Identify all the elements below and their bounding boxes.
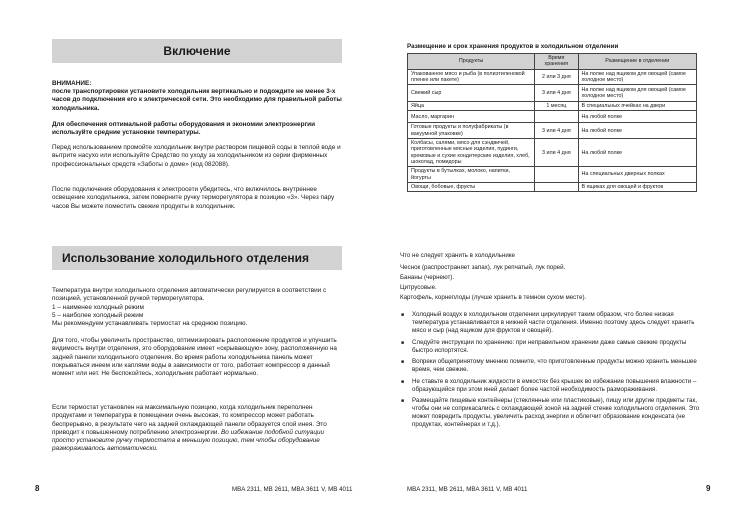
heading-fridge-use [52, 246, 342, 270]
table-row [408, 167, 697, 183]
list-item: ■ Вопреки общепринятому мнению помните, что приготовленные продукты можно хранить меньшее время, чем свежие. [400, 358, 700, 374]
table-row [408, 123, 697, 139]
table-row [408, 182, 697, 191]
warning-title: ВНИМАНИЕ: [52, 80, 92, 87]
footer-left: MBA 2311, MB 2611, MBA 3611 V, MB 4011 [232, 486, 353, 493]
warning-text-2: Для обеспечения оптимальной работы оборудования и экономии электроэнергии используйте средние установки температуры. [52, 121, 316, 137]
table-cell: 3 или 4 дня [535, 139, 578, 167]
table-cell: Продукты в бутылках, молоко, напитки, йогурты [408, 167, 535, 183]
table-cell [535, 167, 578, 183]
paragraph-space: Для того, чтобы увеличить пространство, оптимизировать расположение продуктов и улучшить видимость внутри отделения, это оборудование имеет «скрывающую» зону, расположенную на задней панели холодильного отделения. Во время работы холодильника панель может покрываться инеем или каплями воды в зависимости от того, работает компрессор в данный момент или нет. Не беспокойтесь, холодильник работает нормально. [52, 337, 337, 378]
table-row [408, 69, 697, 85]
table-row [408, 111, 697, 123]
table-header: Размещение в отделении [578, 54, 697, 70]
page-number-left: 8 [35, 484, 40, 493]
list-item: ■ Следуйте инструкции по хранению: при неправильном хранении даже самые свежие продукты быстро испортятся. [400, 339, 700, 355]
not-store-line: Чеснок (распространяет запах), лук репчатый, лук порей. [400, 264, 566, 271]
list-line-1: 1 – наименее холодный режим [52, 304, 144, 311]
paragraph-thermostat-italic: Во избежание подобной ситуации просто установите ручку термостата в меньшую позицию, тем чтобы оборудование размораживалось автоматически. [52, 428, 325, 453]
table-cell: 3 или 4 дня [535, 85, 578, 102]
table-cell [535, 182, 578, 191]
not-store-title: Что не следует хранить в холодильнике [400, 252, 515, 259]
heading-switch-on-text: Включение [163, 44, 231, 58]
paragraph-temperature: Температура внутри холодильного отделения автоматически регулируется в соответствии с позицией, установленной ручкой терморегулятора. [52, 287, 327, 303]
table-cell: Свежий сыр [408, 85, 535, 102]
not-store-line: Бананы (чернеют). [400, 274, 455, 281]
paragraph-connect: После подключения оборудования к электросети убедитесь, что включилось внутреннее освещение холодильника, затем поверните ручку терморегулятора в позицию «3». Через пару часов Вы можете поместить свежие продукты в холодильник. [52, 186, 335, 210]
paragraph-cleaning: Перед использованием промойте холодильник внутри раствором пищевой соды в теплой воде и вытрите насухо или используйте Средство по уходу за холодильником из серии фирменных профессиональных средств «Заботы о доме» (код 082088). [52, 144, 341, 168]
heading-switch-on [52, 39, 342, 63]
table-cell: Овощи, бобовые, фрукты [408, 182, 535, 191]
footer-right: MBA 2311, MB 2611, MBA 3611 V, MB 4011 [407, 486, 528, 493]
table-cell: Колбасы, салями, мясо для сэндвичей, приготовленные мясные изделия, пудинги, кремовые и сухие кондитерские изделия, хлеб, шоколад, помидоры [408, 139, 535, 167]
table-cell: На специальных дверных полках [578, 167, 697, 183]
table-cell [535, 111, 578, 123]
table-cell: На любой полке [578, 123, 697, 139]
not-store-line: Цитрусовые. [400, 284, 437, 291]
list-item: ■ Не ставьте в холодильник жидкости в емкостях без крышек во избежание повышения влажности – образующийся при этом иней делает более частой необходимость размораживания. [400, 378, 700, 394]
table-header: Время хранения [535, 54, 578, 70]
table-title: Размещение и срок хранения продуктов в холодильном отделении [407, 43, 619, 50]
table-row [408, 85, 697, 102]
table-cell: На любой полке [578, 111, 697, 123]
list-line-2: 5 – наиболее холодный режим [52, 312, 144, 319]
table-row [408, 102, 697, 111]
table-cell: На полке над ящиком для овощей (самое холодное место) [578, 69, 697, 85]
not-store-line: Картофель, корнеплоды (лучше хранить в темном сухом месте). [400, 294, 587, 301]
table-cell: 3 или 4 дня [535, 123, 578, 139]
paragraph-thermostat-text: Если термостат установлен на максимальную позицию, когда холодильник переполнен продуктами и температура в помещении очень высокая, то компрессор может работать беспрерывно, в результате чего на задней охлаждающей панели образуется слой инея. Это приводит к повышенному потреблению электроэнергии. [52, 404, 327, 436]
list-item: ■ Холодный воздух в холодильном отделении циркулирует таким образом, что более низкая температура устанавливается в нижней части отделения. Именно поэтому здесь следует хранить мясо и сыр (над ящиком для фруктов и овощей). [400, 311, 700, 335]
table-cell: 2 или 3 дня [535, 69, 578, 85]
table-cell: 1 месяц [535, 102, 578, 111]
table-cell: Упакованное мясо и рыба (в полиэтиленовой пленке или пакете) [408, 69, 535, 85]
warning-text: после транспортировки установите холодильник вертикально и подождите не менее 3-х часов до подключения его к электрической сети. Это необходимо для правильной работы холодильника. [52, 88, 342, 112]
tips-list [400, 311, 700, 433]
paragraph-recommend: Мы рекомендуем устанавливать термостат на среднюю позицию. [52, 320, 248, 327]
list-item: ■ Размещайте пищевые контейнеры (стеклянные или пластиковые), пищу или другие предметы так, чтобы они не соприкасались с охлаждающей зоной на задней стенке холодильного отделения. Это может повредить продукты, увеличить расход энергии и облегчит образование конденсата (не продуктах, контейнерах и т.д.). [400, 397, 700, 429]
table-header-row [408, 54, 697, 70]
storage-table [407, 53, 697, 192]
table-cell: Масло, маргарин [408, 111, 535, 123]
table-header: Продукты [408, 54, 535, 70]
table-cell: В ящиках для овощей и фруктов [578, 182, 697, 191]
table-cell: В специальных ячейках на двери [578, 102, 697, 111]
table-cell: На любой полке [578, 139, 697, 167]
table-cell: На полке над ящиком для овощей (самое холодное место) [578, 85, 697, 102]
table-row [408, 139, 697, 167]
page-number-right: 9 [706, 484, 711, 493]
paragraph-thermostat [52, 404, 342, 454]
table-cell: Яйца [408, 102, 535, 111]
table-cell: Готовые продукты и полуфабрикаты (в вакуумной упаковке) [408, 123, 535, 139]
heading-fridge-use-text: Использование холодильного отделения [62, 251, 310, 265]
